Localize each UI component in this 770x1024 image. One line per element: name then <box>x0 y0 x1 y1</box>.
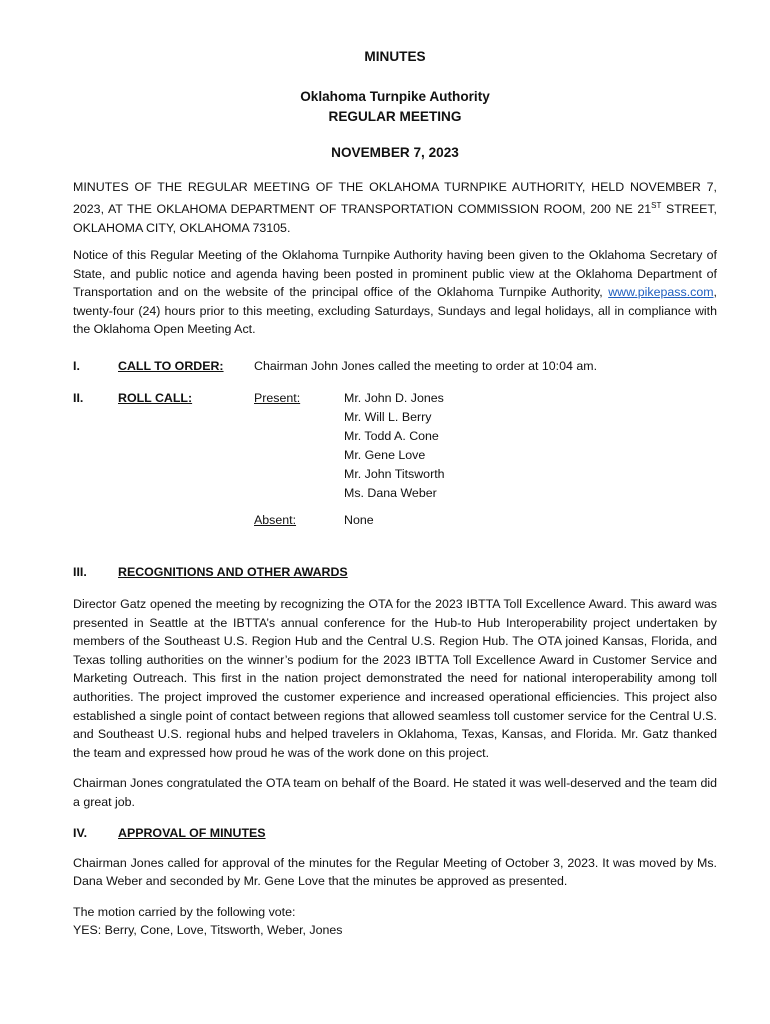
section-number: II. <box>73 391 84 406</box>
section-number: III. <box>73 565 87 580</box>
approval-paragraph: Chairman Jones called for approval of the minutes for the Regular Meeting of October 3, 2023. It was moved by Ms. Dana Weber and seconded by Mr. Gene Love that the minutes be approved as presented. <box>73 855 717 889</box>
section-roll-call <box>73 389 717 559</box>
section-title: CALL TO ORDER: <box>118 359 224 374</box>
present-member: Mr. Will L. Berry <box>344 410 432 425</box>
section-title: RECOGNITIONS AND OTHER AWARDS <box>118 565 348 580</box>
absent-value: None <box>344 513 374 528</box>
present-member: Mr. John D. Jones <box>344 391 444 406</box>
intro-text-a: MINUTES OF THE REGULAR MEETING OF THE OKLAHOMA TURNPIKE AUTHORITY, HELD NOVEMBER 7, 2023, AT THE OKLAHOMA DEPARTMENT OF TRANSPORTATION COMMISSION ROOM, 200 NE 21 <box>73 180 717 216</box>
recognition-paragraph: Director Gatz opened the meeting by recognizing the OTA for the 2023 IBTTA Toll Excellence Award. This award was presented in Seattle at the IBTTA’s annual conference for the Hub-to Hub Interoperability project undertaken by members of the Southeast U.S. Region Hub and the Central U.S. Region Hub. The OTA joined Kansas, Florida, and Texas tolling authorities on the winner’s podium for the 2023 IBTTA Toll Excellence Award in Customer Service and Marketing Outreach. This first in the nation project demonstrated the need for national interoperability among toll authorities. The project improved the customer experience and increased operational efficiencies. This project also established a single point of contact between regions that allowed seamless toll customer service for the Central U.S. and Southeast U.S. regional hubs and helped travelers in Oklahoma, Texas, Kansas, and Florida. Mr. Gatz thanked the team and expressed how proud he was of the work done on this project. <box>73 597 717 760</box>
doc-title: MINUTES <box>364 49 426 64</box>
present-member: Mr. Gene Love <box>344 448 426 463</box>
notice-text-a: Notice of this Regular Meeting of the Oklahoma Turnpike Authority having been given to the Oklahoma Secretary of State, and public notice and agenda having been posted in prominent public view at the Oklahoma Department of Transportation and on the website of the principal office of the Oklahoma Turnpike Authority, <box>73 248 717 300</box>
present-member: Mr. Todd A. Cone <box>344 429 439 444</box>
section-number: IV. <box>73 825 88 840</box>
notice-text-b: , twenty-four (24) hours prior to this meeting, excluding Saturdays, Sundays and legal holidays, all in compliance with the Oklahoma Open Meeting Act. <box>73 285 717 337</box>
section-recognitions <box>73 563 717 583</box>
section-call-to-order <box>73 357 717 377</box>
section-title: ROLL CALL: <box>118 391 193 406</box>
intro-paragraph <box>73 178 717 237</box>
org-name: Oklahoma Turnpike Authority <box>300 88 490 104</box>
present-member: Ms. Dana Weber <box>344 486 437 501</box>
absent-label: Absent: <box>254 513 297 528</box>
present-member: Mr. John Titsworth <box>344 467 445 482</box>
section-title: APPROVAL OF MINUTES <box>118 825 266 840</box>
section-approval-of-minutes <box>73 824 717 844</box>
call-to-order-text: Chairman John Jones called the meeting to order at 10:04 am. <box>254 359 598 374</box>
pikepass-link[interactable]: www.pikepass.com <box>608 285 714 300</box>
meeting-date: NOVEMBER 7, 2023 <box>331 144 459 160</box>
present-list <box>344 389 445 503</box>
section-number: I. <box>73 359 80 374</box>
intro-text-b: STREET, OKLAHOMA CITY, OKLAHOMA 73105. <box>73 201 717 235</box>
intro-superscript: ST <box>651 200 662 210</box>
motion-text: The motion carried by the following vote: <box>73 904 296 919</box>
document-page <box>73 48 717 940</box>
meeting-type: REGULAR MEETING <box>328 108 462 124</box>
congratulation-paragraph: Chairman Jones congratulated the OTA team on behalf of the Board. He stated it was well-deserved and the team did a great job. <box>73 776 717 809</box>
notice-paragraph <box>73 246 717 339</box>
present-label: Present: <box>254 391 301 406</box>
vote-yes-text: YES: Berry, Cone, Love, Titsworth, Weber, Jones <box>73 923 343 938</box>
